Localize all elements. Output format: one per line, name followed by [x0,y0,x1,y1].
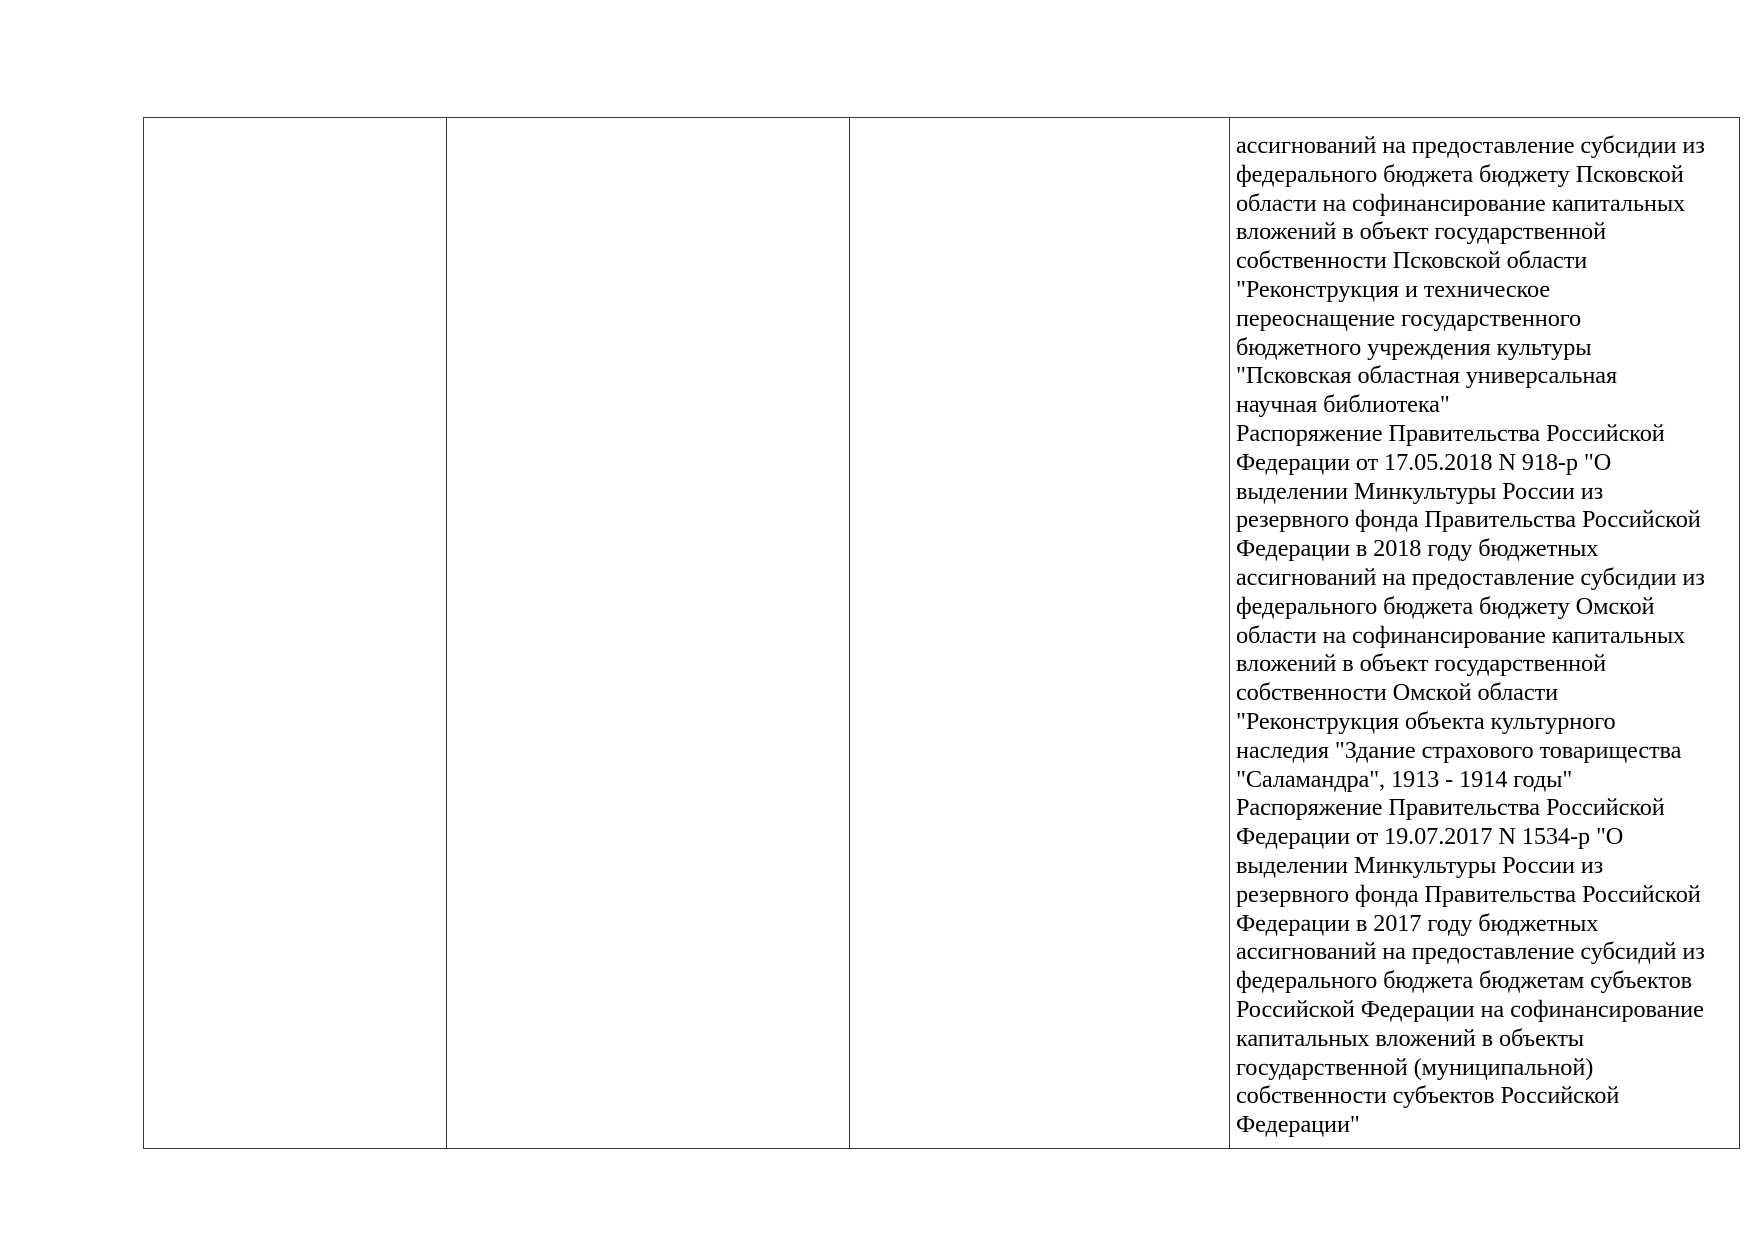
cell-text-3 [850,118,1229,132]
cell-text-1 [144,118,446,132]
table-cell-1 [144,118,447,1149]
table-cell-3 [850,118,1230,1149]
cell-text-4: ассигнований на предоставление субсидии из федерального бюджета бюджету Псковской области на софинансирование капитальных вложений в объект государственной собственности Псковской области "Реконструкция и техническое переоснащение государственного бюджетного учреждения культуры "Псковская областная универсальная научная библиотека" Распоряжение Правительства Российской Федерации от 17.05.2018 N 918-р "О выделении Минкультуры России из резервного фонда Правительства Российской Федерации в 2018 году бюджетных ассигнований на предоставление субсидии из федерального бюджета бюджету Омской области на софинансирование капитальных вложений в объект государственной собственности Омской области "Реконструкция объекта культурного наследия "Здание страхового товарищества "Саламандра", 1913 - 1914 годы" Распоряжение Правительства Российской Федерации от 19.07.2017 N 1534-р "О выделении Минкультуры России из резервного фонда Правительства Российской Федерации в 2017 году бюджетных ассигнований на предоставление субсидий из федерального бюджета бюджетам субъектов Российской Федерации на софинансирование капитальных вложений в объекты государственной (муниципальной) собственности субъектов Российской Федерации" [1236,132,1705,1139]
table-cell-4 [1230,118,1740,1149]
cell-text-2 [447,118,849,132]
table-cell-2 [447,118,850,1149]
document-table [143,117,1740,1149]
table-row [144,118,1740,1149]
